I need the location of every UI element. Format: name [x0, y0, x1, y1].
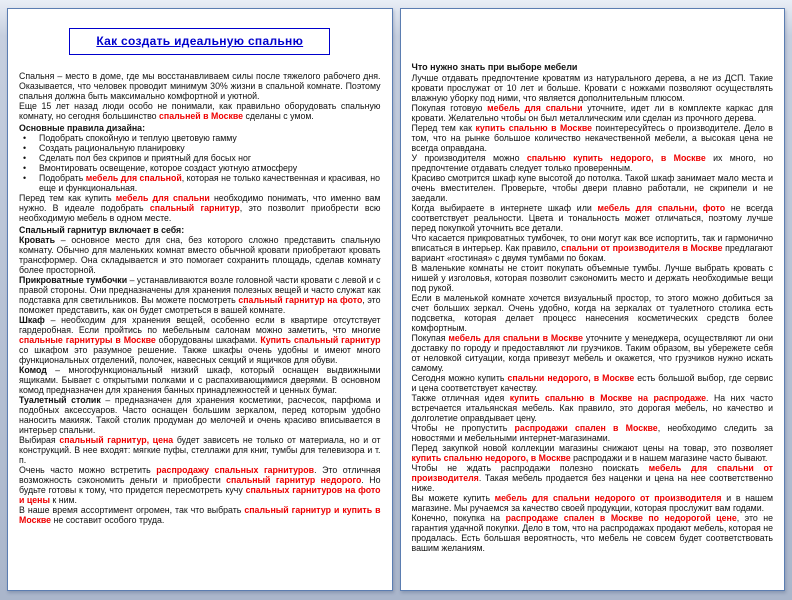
bullet-item — [19, 153, 381, 163]
text-segment: Прикроватные тумбочки — [19, 275, 128, 285]
text-segment: Также отличная идея — [411, 393, 510, 403]
paragraph — [19, 235, 381, 275]
right-page-panel — [400, 8, 786, 591]
paragraph — [412, 463, 774, 493]
keyword-highlight: спальный гарнитур — [149, 203, 240, 213]
keyword-highlight: Купить спальный гарнитур — [260, 335, 381, 345]
paragraph — [412, 443, 774, 463]
text-segment: Очень часто можно встретить — [19, 465, 157, 475]
text-segment: Создать рациональную планировку — [39, 143, 185, 153]
bullet-item — [19, 163, 381, 173]
keyword-highlight: спальных гарнитуров на фото и цены — [19, 485, 381, 505]
left-page-panel — [7, 8, 393, 591]
paragraph — [19, 465, 381, 505]
text-segment: , это позволит приобрести всю необходимую мебель в одном месте. — [19, 203, 381, 223]
text-segment: поинтересуйтесь о производителе. Дело в том, что на рынке большое количество некачественной мебели, а высокая цена не всегда оправдана. — [411, 123, 773, 153]
bullet-item — [19, 143, 381, 153]
keyword-highlight: спальни недорого, в Москве — [507, 373, 635, 383]
text-segment: Шкаф — [19, 315, 45, 325]
keyword-highlight: спальней в Москве — [159, 111, 244, 121]
text-segment: , это не гарантия удачной покупки. Дело в том, что на распродажах продают мебель, которая не продалась. Есть большая вероятность, что мебель не совсем будет соответствовать вашим желаниям. — [411, 513, 773, 553]
text-segment: уточните у менеджера, осуществляют ли они доставку по городу и предоставляют ли грузчиков. Таким образом, вы убережете себя от неловкой ситуации, когда привезут мебель и окажется, что грузчиков нужно искать самому. — [411, 333, 773, 373]
text-segment: Перед тем как купить — [19, 193, 116, 203]
keyword-highlight: спальные гарнитуры в Москве — [19, 335, 156, 345]
text-segment: Покупая готовую — [411, 103, 488, 113]
text-segment: , это поможет представить, как он будет смотреться в вашей комнате. — [19, 295, 381, 315]
bullet-item — [19, 133, 381, 143]
paragraph — [19, 193, 381, 223]
paragraph — [412, 153, 774, 173]
text-segment: сделаны с умом. — [243, 111, 314, 121]
keyword-highlight: спальню купить недорого, в Москве — [526, 153, 706, 163]
keyword-highlight: мебель для спальни от производителя — [411, 463, 773, 483]
text-segment: Если в маленькой комнате хочется визуальный простор, то этого можно добиться за счет больших зеркал. Очень удобно, когда на зеркалах от туалетного столика есть подсветка, которая делает процесс нанесения косметических средств более комфортным. — [411, 293, 773, 333]
keyword-highlight: купить спальню в Москве — [475, 123, 593, 133]
text-segment: Перед тем как — [411, 123, 476, 133]
keyword-highlight: мебель для спальни — [487, 103, 583, 113]
bullet-item — [19, 173, 381, 193]
keyword-highlight: мебель для спальни — [115, 193, 210, 203]
text-segment: Когда выбираете в интернете шкаф или — [411, 203, 598, 213]
text-segment: Еще 15 лет назад люди особо не понимали, как правильно оборудовать спальную комнату, но сегодня большинство — [19, 101, 381, 121]
paragraph — [412, 493, 774, 513]
text-segment: оборудованы шкафами. — [155, 335, 261, 345]
paragraph — [19, 395, 381, 435]
text-segment: и в нашем магазине. Мы ручаемся за качество своей продукции, которая прослужит вам годами. — [411, 493, 774, 513]
article-title-box — [69, 28, 330, 55]
keyword-highlight: мебель для спальни недорого от производителя — [494, 493, 722, 503]
text-segment: не всегда соответствует реальности. Цвета и тональность может отличаться, поэтому лучше перед покупкой уточнить все детали. — [411, 203, 774, 233]
top-spacer — [412, 16, 774, 62]
text-segment: – многофункциональный низкий шкаф, который оснащен выдвижными ящиками. Бывает с открытыми полками и с распахивающимися дверями. В основном комод предназначен для хранения банных принадлежностей и ценных бумаг. — [19, 365, 381, 395]
text-segment: – необходим для хранения вещей, особенно если в квартире отсутствует гардеробная. Если пройтись по мебельным салонам можно заметить, что многие — [19, 315, 381, 335]
text-segment: – основное место для сна, без которого сложно представить спальную комнату. Обычно для маленьких комнат вместо обычной кровати приобретают кровать трансформер. Она складывается и это помогает сохранить площадь, сделав комнату более просторной. — [19, 235, 381, 275]
keyword-highlight: купить спальню в Москве на распродаже — [509, 393, 707, 403]
text-segment: уточните, идет ли в комплекте каркас для кровати. Желательно чтобы он был металлическим или сделан из прочного дерева. — [411, 103, 774, 123]
text-segment: , необходимо следить за новостями и мебельными интернет-магазинами. — [411, 423, 774, 443]
text-segment: В наше время ассортимент огромен, так что выбрать — [19, 505, 245, 515]
paragraph — [19, 101, 381, 121]
text-segment: Подобрать — [39, 173, 86, 183]
keyword-highlight: мебель для спальни, фото — [597, 203, 726, 213]
text-segment: со шкафом это разумное решение. Также шкафы очень удобны и имеют много функциональных отделений, полочек, навесных секций и ящичков для обуви. — [19, 345, 381, 365]
text-segment: Основные правила дизайна: — [19, 123, 145, 133]
text-segment: Что касается прикроватных тумбочек, то они могут как все испортить, так и гармонично вписаться в интерьер. Как правило, — [411, 233, 773, 253]
text-segment: Лучше отдавать предпочтение кроватям из натурального дерева, а не из ДСП. Такие кровати прослужат от 10 лет и больше. Кровати с ножками позволяют осуществлять влажную уборку под ними, что является дополнительным плюсом. — [411, 73, 773, 103]
text-segment: – устанавливаются возле головной части кровати с левой и с правой стороны. Они предназначены для хранения полезных вещей и часто служат как подставка для светильников. Вы можете посмотреть — [19, 275, 381, 305]
text-segment: . На них часто встречается итальянская мебель. Как правило, это дорогая мебель, но качество и долголетие оправдывает цену. — [411, 393, 773, 423]
text-segment: . Но будьте готовы к тому, что придется пересмотреть кучу — [19, 475, 381, 495]
text-segment: распродажи и в нашем магазине часто бывают. — [570, 453, 768, 463]
keyword-highlight: распродажу спальных гарнитуров — [156, 465, 315, 475]
text-segment: . Такая мебель продается без наценки и цена на нее соответственно ниже. — [411, 473, 773, 493]
paragraph — [19, 315, 381, 365]
paragraph — [19, 71, 381, 101]
paragraph — [412, 263, 774, 293]
keyword-highlight: спальни от производителя в Москве — [561, 243, 723, 253]
paragraph — [412, 513, 774, 553]
text-segment: В маленькие комнаты не стоит покупать объемные тумбы. Лучше выбрать кровать с нишей у изголовья, которая позволит сэкономить место и держать необходимые вещи под рукой. — [411, 263, 773, 293]
text-segment: Выбирая — [19, 435, 60, 445]
text-segment: Сделать пол без скрипов и приятный для босых ног — [39, 153, 252, 163]
paragraph — [19, 365, 381, 395]
paragraph — [412, 173, 774, 203]
text-segment: Кровать — [19, 235, 56, 245]
text-segment: их много, но предпочтение отдавать следует только проверенным. — [411, 153, 774, 173]
paragraph — [19, 275, 381, 315]
keyword-highlight: спальный гарнитур, цена — [59, 435, 174, 445]
keyword-highlight: купить спальню недорого, в Москве — [411, 453, 571, 463]
text-segment: предлагают вариант «гостиная» с двумя тумбами по бокам. — [411, 243, 773, 263]
text-segment: есть большой выбор, где сервис и цена соответствует качеству. — [411, 373, 773, 393]
paragraph — [412, 373, 774, 393]
text-segment: Перед закупкой новой коллекции магазины снижают цены на товар, это позволяет — [411, 443, 773, 453]
paragraph — [412, 393, 774, 423]
paragraph — [412, 203, 774, 233]
text-segment: Спальня – место в доме, где мы восстанавливаем силы после тяжелого рабочего дня. Оказывается, что человек проводит минимум 30% жизни в спальной комнате. Поэтому спальня должна быть максимально комфортной и уютной. — [19, 71, 381, 101]
keyword-highlight: мебель для спальной — [85, 173, 182, 183]
text-segment: Красиво смотрится шкаф купе высотой до потолка. Такой шкаф занимает мало места и очень вместителен. Проверьте, чтобы двери плавно работали, не скрипели и не заедали. — [411, 173, 773, 203]
paragraph — [412, 233, 774, 263]
paragraph — [19, 435, 381, 465]
text-segment: Конечно, покупка на — [411, 513, 506, 523]
keyword-highlight: мебель для спальни в Москве — [448, 333, 583, 343]
text-segment: Покупая — [411, 333, 449, 343]
section-heading — [19, 123, 381, 133]
right-section-heading: Что нужно знать при выборе мебели — [411, 62, 578, 72]
text-segment: Комод — [19, 365, 47, 375]
text-segment: будет зависеть не только от материала, но и от конструкций. В нее входят: мягкие пуфы, стеллажи для книг, тумбы для телевизора и т. п. — [19, 435, 381, 465]
text-segment: не составит особого труда. — [51, 515, 165, 525]
article-title: Как создать идеальную спальню — [96, 34, 304, 48]
text-segment: , которая не только качественная и красивая, но еще и функциональная. — [39, 173, 381, 193]
text-segment: Вмонтировать освещение, которое создаст уютную атмосферу — [39, 163, 298, 173]
text-segment: Сегодня можно купить — [411, 373, 508, 383]
paragraph — [412, 423, 774, 443]
paragraph — [412, 123, 774, 153]
paragraph — [412, 103, 774, 123]
section-heading — [19, 225, 381, 235]
paragraph — [412, 73, 774, 103]
keyword-highlight: спальный гарнитур недорого — [226, 475, 362, 485]
text-segment: Спальный гарнитур включает в себя: — [19, 225, 185, 235]
left-column-text — [19, 71, 381, 525]
text-segment: к ним. — [49, 495, 77, 505]
keyword-highlight: спальный гарнитур на фото — [238, 295, 363, 305]
right-column-text — [412, 73, 774, 553]
text-segment: Чтобы не ждать распродажи полезно поискать — [411, 463, 649, 473]
text-segment: У производителя можно — [411, 153, 527, 163]
text-segment: – предназначен для хранения косметики, расчесок, парфюма и подобных аксессуаров. Часто оснащен большим зеркалом, перед которым удобно наносить макияж. Такой столик продуман до мелочей и очень красиво вписывается в интерьер спальни. — [19, 395, 381, 435]
keyword-highlight: спальный гарнитур и купить в Москве — [19, 505, 381, 525]
keyword-highlight: распродаже спален в Москве по недорогой цене — [505, 513, 737, 523]
text-segment: Чтобы не пропустить — [411, 423, 515, 433]
text-segment: Туалетный столик — [19, 395, 101, 405]
paragraph — [19, 505, 381, 525]
text-segment: Вы можете купить — [411, 493, 495, 503]
text-segment: необходимо понимать, что именно вам нужно. В идеале подобрать — [19, 193, 381, 213]
paragraph — [412, 293, 774, 333]
text-segment: . Это отличная возможность сэкономить деньги и приобрести — [19, 465, 381, 485]
keyword-highlight: распродажи спален в Москве — [514, 423, 658, 433]
paragraph — [412, 333, 774, 373]
text-segment: Подобрать спокойную и теплую цветовую гамму — [39, 133, 237, 143]
